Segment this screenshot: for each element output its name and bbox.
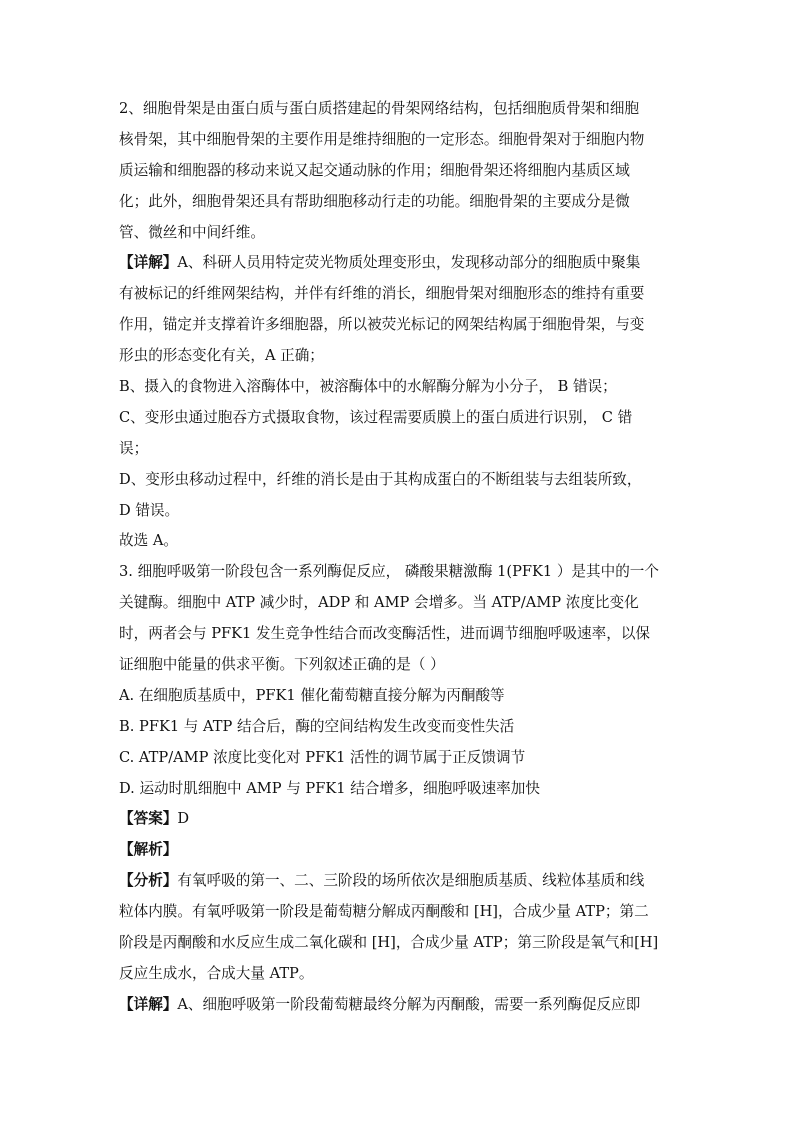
line-text: C. ATP/AMP 浓度比变化对 PFK1 活性的调节属于正反馈调节 bbox=[119, 748, 526, 766]
line-text: 质运输和细胞器的移动来说又起交通动脉的作用；细胞骨架还将细胞内基质区域 bbox=[119, 161, 630, 179]
line-text: D、变形虫移动过程中，纤维的消长是由于其构成蛋白的不断组装与去组装所致， bbox=[119, 470, 642, 488]
section-tag: 【分析】 bbox=[119, 872, 178, 890]
text-line bbox=[119, 686, 679, 706]
document-page bbox=[119, 99, 679, 1026]
line-text: 粒体内膜。有氧呼吸第一阶段是葡萄糖分解成丙酮酸和 [H]，合成少量 ATP；第二 bbox=[119, 903, 649, 921]
text-line bbox=[119, 408, 679, 428]
text-line bbox=[119, 315, 679, 335]
line-text: 核骨架，其中细胞骨架的主要作用是维持细胞的一定形态。细胞骨架对于细胞内物 bbox=[119, 130, 645, 148]
line-text: 有氧呼吸的第一、二、三阶段的场所依次是细胞质基质、线粒体基质和线 bbox=[177, 872, 645, 890]
line-text: 管、微丝和中间纤维。 bbox=[119, 223, 265, 241]
text-line bbox=[119, 562, 679, 582]
text-line bbox=[119, 964, 679, 984]
text-line bbox=[119, 130, 679, 150]
text-line bbox=[119, 871, 679, 891]
line-text: 作用，锚定并支撑着许多细胞器，所以被荧光标记的网架结构属于细胞骨架，与变 bbox=[119, 316, 645, 334]
text-line bbox=[119, 99, 679, 119]
line-text: 误； bbox=[119, 439, 149, 457]
line-text: 时，两者会与 PFK1 发生竞争性结合而改变酶活性，进而调节细胞呼吸速率，以保 bbox=[119, 625, 651, 643]
line-text: B、摄入的食物进入溶酶体中，被溶酶体中的水解酶分解为小分子， B 错误； bbox=[119, 378, 617, 396]
text-line bbox=[119, 902, 679, 922]
text-line bbox=[119, 748, 679, 768]
text-line bbox=[119, 593, 679, 613]
text-line bbox=[119, 377, 679, 397]
line-text: 化；此外，细胞骨架还具有帮助细胞移动行走的功能。细胞骨架的主要成分是微 bbox=[119, 192, 630, 210]
text-line bbox=[119, 933, 679, 953]
text-line bbox=[119, 470, 679, 490]
text-line bbox=[119, 192, 679, 212]
text-line bbox=[119, 624, 679, 644]
line-text: 形虫的形态变化有关，A 正确； bbox=[119, 347, 324, 365]
section-tag: 【详解】 bbox=[119, 254, 178, 272]
text-line bbox=[119, 809, 679, 829]
line-text: C、变形虫通过胞吞方式摄取食物，该过程需要质膜上的蛋白质进行识别， C 错 bbox=[119, 408, 633, 426]
section-tag: 【详解】 bbox=[119, 995, 178, 1013]
line-text: 关键酶。细胞中 ATP 减少时，ADP 和 AMP 会增多。当 ATP/AMP 浓度比变化 bbox=[119, 594, 639, 612]
text-line bbox=[119, 253, 679, 273]
line-text: B. PFK1 与 ATP 结合后，酶的空间结构发生改变而变性失活 bbox=[119, 717, 515, 735]
line-text: 3. 细胞呼吸第一阶段包含一系列酶促反应， 磷酸果糖激酶 1(PFK1 ）是其中的一个 bbox=[119, 563, 660, 581]
text-line bbox=[119, 779, 679, 799]
text-line bbox=[119, 717, 679, 737]
text-line bbox=[119, 531, 679, 551]
line-text: D. 运动时肌细胞中 AMP 与 PFK1 结合增多，细胞呼吸速率加快 bbox=[119, 779, 540, 797]
section-tag: 【解析】 bbox=[119, 841, 178, 859]
text-line bbox=[119, 995, 679, 1015]
line-text: D 错误。 bbox=[119, 501, 180, 519]
text-line bbox=[119, 223, 679, 243]
line-text: 反应生成水，合成大量 ATP。 bbox=[119, 964, 314, 982]
line-text: 有被标记的纤维网架结构，并伴有纤维的消长，细胞骨架对细胞形态的维持有重要 bbox=[119, 285, 645, 303]
line-text: A、科研人员用特定荧光物质处理变形虫，发现移动部分的细胞质中聚集 bbox=[177, 254, 641, 272]
line-text: A、细胞呼吸第一阶段葡萄糖最终分解为丙酮酸，需要一系列酶促反应即 bbox=[177, 995, 641, 1013]
line-text: 2、细胞骨架是由蛋白质与蛋白质搭建起的骨架网络结构，包括细胞质骨架和细胞 bbox=[119, 100, 640, 117]
text-line bbox=[119, 346, 679, 366]
text-line bbox=[119, 840, 679, 860]
text-line bbox=[119, 655, 679, 675]
line-text: 故选 A。 bbox=[119, 532, 178, 550]
section-tag: 【答案】 bbox=[119, 810, 178, 828]
text-line bbox=[119, 501, 679, 521]
line-text: D bbox=[177, 810, 190, 828]
line-text: A. 在细胞质基质中，PFK1 催化葡萄糖直接分解为丙酮酸等 bbox=[119, 686, 505, 704]
text-line bbox=[119, 161, 679, 181]
line-text: 证细胞中能量的供求平衡。下列叙述正确的是（ ） bbox=[119, 656, 445, 674]
text-line bbox=[119, 439, 679, 459]
line-text: 阶段是丙酮酸和水反应生成二氧化碳和 [H]，合成少量 ATP；第三阶段是氧气和[H] bbox=[119, 934, 659, 952]
text-line bbox=[119, 284, 679, 304]
